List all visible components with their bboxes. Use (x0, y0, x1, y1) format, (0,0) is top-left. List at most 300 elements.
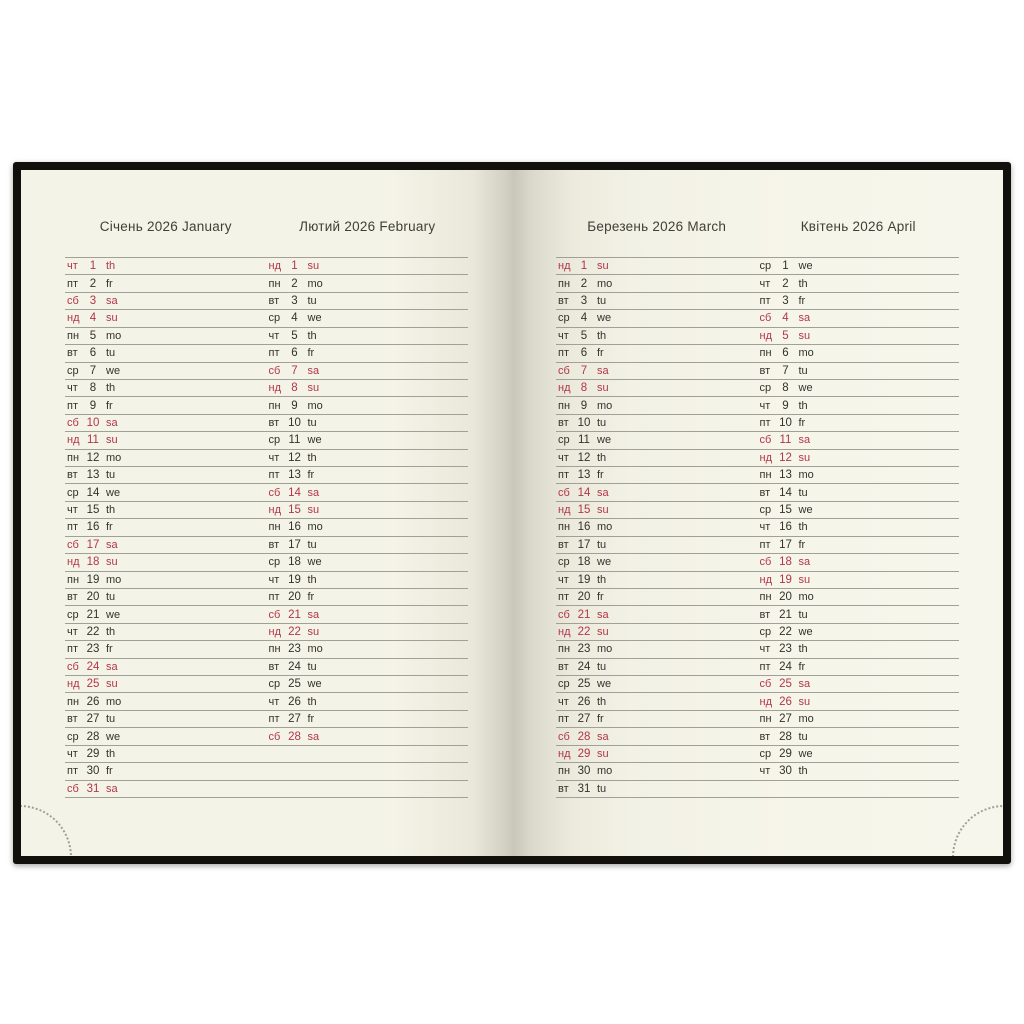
day-abbr-uk: вт (67, 591, 78, 604)
day-abbr-uk: пт (67, 521, 78, 534)
day-number: 8 (580, 382, 588, 395)
day-entry (267, 450, 469, 466)
day-abbr-en: we (597, 434, 612, 447)
day-abbr-uk: вт (558, 538, 569, 551)
day-entry (556, 746, 758, 762)
day-abbr-uk: вт (67, 469, 78, 482)
day-number: 3 (782, 295, 789, 308)
day-abbr-en: fr (106, 521, 113, 534)
day-entry (758, 484, 960, 500)
calendar-row (556, 605, 959, 622)
day-number: 7 (89, 364, 97, 377)
day-abbr-en: tu (307, 660, 317, 673)
day-entry (556, 258, 758, 274)
day-entry (758, 397, 960, 413)
day-abbr-en: mo (798, 347, 814, 360)
day-abbr-en: we (307, 556, 322, 569)
day-abbr-uk: нд (268, 626, 281, 638)
day-abbr-en: su (597, 626, 609, 638)
day-abbr-uk: пн (558, 643, 571, 656)
day-number: 28 (779, 730, 792, 743)
day-abbr-uk: пн (268, 399, 281, 412)
day-entry (267, 641, 469, 657)
day-abbr-uk: пн (67, 695, 80, 708)
day-abbr-en: th (106, 626, 116, 638)
day-entry (267, 519, 469, 535)
day-abbr-en: sa (597, 486, 609, 499)
day-abbr-uk: пт (759, 416, 771, 429)
calendar-row (65, 414, 468, 431)
day-entry (758, 502, 960, 518)
day-number: 15 (779, 504, 792, 517)
day-abbr-uk: чт (268, 695, 280, 708)
day-abbr-en: mo (798, 591, 814, 604)
day-abbr-en: su (307, 382, 320, 395)
calendar-row (556, 658, 959, 675)
day-abbr-en: th (106, 260, 116, 273)
day-abbr-uk: чт (759, 765, 771, 778)
day-number: 31 (577, 782, 591, 795)
day-number: 7 (291, 364, 298, 377)
day-abbr-uk: сб (268, 730, 281, 743)
day-number: 21 (577, 608, 591, 621)
day-entry (556, 397, 758, 413)
day-abbr-en: we (307, 434, 322, 447)
day-abbr-en: sa (307, 730, 320, 743)
day-entry (556, 484, 758, 500)
day-abbr-en: fr (597, 591, 604, 604)
day-entry (267, 537, 469, 553)
day-abbr-uk: сб (759, 434, 772, 447)
day-abbr-uk: вт (268, 416, 280, 429)
day-number: 21 (86, 608, 100, 621)
day-number: 8 (291, 382, 298, 395)
day-number: 13 (779, 469, 792, 482)
calendar-row (65, 327, 468, 344)
day-abbr-uk: сб (558, 608, 570, 621)
day-number: 26 (577, 695, 591, 708)
day-abbr-en: fr (798, 660, 806, 673)
calendar-row (556, 553, 959, 570)
day-abbr-en: sa (307, 608, 320, 621)
day-abbr-uk: пн (268, 521, 281, 534)
day-abbr-uk: чт (558, 695, 569, 708)
day-abbr-uk: пт (759, 660, 771, 673)
day-number: 5 (291, 329, 298, 342)
day-number: 14 (86, 486, 100, 499)
calendar-row (556, 710, 959, 727)
day-abbr-uk: пн (558, 765, 571, 778)
calendar-row (65, 605, 468, 622)
day-number: 2 (782, 277, 789, 290)
day-number: 4 (580, 312, 588, 325)
day-abbr-uk: пт (759, 295, 771, 308)
calendar-row (556, 501, 959, 518)
day-number: 27 (577, 713, 591, 726)
day-abbr-uk: сб (759, 556, 772, 569)
calendar-row (65, 745, 468, 762)
day-abbr-en: su (597, 747, 609, 760)
day-number: 10 (86, 416, 100, 429)
day-abbr-uk: вт (268, 295, 280, 308)
day-entry (65, 763, 267, 779)
day-number: 4 (782, 312, 789, 325)
day-entry (556, 467, 758, 483)
day-entry (556, 763, 758, 779)
day-number: 21 (779, 608, 792, 621)
day-entry (556, 450, 758, 466)
day-number: 23 (288, 643, 301, 656)
day-abbr-uk: ср (558, 556, 570, 569)
day-number: 14 (577, 486, 591, 499)
day-abbr-en: sa (798, 434, 811, 447)
day-abbr-uk: чт (67, 504, 78, 517)
day-number: 5 (580, 329, 588, 342)
day-abbr-en: we (798, 626, 813, 638)
day-abbr-uk: чт (67, 626, 78, 638)
day-abbr-en: th (106, 747, 116, 760)
day-entry (556, 606, 758, 622)
calendar-row (65, 344, 468, 361)
day-abbr-en: su (798, 573, 811, 586)
day-abbr-uk: нд (268, 504, 281, 517)
day-abbr-uk: чт (558, 451, 569, 464)
day-abbr-en: we (597, 312, 612, 325)
day-abbr-uk: сб (759, 678, 772, 691)
day-abbr-uk: ср (67, 364, 79, 377)
day-number: 13 (86, 469, 100, 482)
page-right (512, 170, 1003, 856)
day-number: 10 (577, 416, 591, 429)
day-number: 2 (89, 277, 97, 290)
empty-cell (267, 781, 469, 797)
calendar-row (65, 710, 468, 727)
day-abbr-uk: пн (759, 347, 772, 360)
day-entry (65, 415, 267, 431)
day-abbr-uk: нд (759, 329, 772, 342)
day-entry (758, 275, 960, 291)
day-entry (267, 572, 469, 588)
day-abbr-uk: пн (759, 469, 772, 482)
day-abbr-uk: пт (268, 713, 280, 726)
day-abbr-en: th (798, 643, 808, 656)
day-abbr-en: sa (307, 364, 320, 377)
day-entry (65, 310, 267, 326)
day-number: 18 (577, 556, 591, 569)
day-entry (267, 502, 469, 518)
day-abbr-uk: сб (67, 660, 79, 673)
day-number: 17 (86, 538, 100, 551)
calendar-row (556, 675, 959, 692)
day-number: 20 (86, 591, 100, 604)
day-abbr-en: th (106, 382, 116, 395)
day-abbr-en: we (798, 747, 813, 760)
day-abbr-en: sa (798, 312, 811, 325)
day-abbr-en: tu (106, 469, 116, 482)
calendar-row (556, 762, 959, 779)
month-headers-left (65, 219, 468, 235)
day-entry (758, 258, 960, 274)
day-abbr-uk: пт (268, 347, 280, 360)
day-entry (267, 363, 469, 379)
calendar-row (556, 344, 959, 361)
day-number: 6 (89, 347, 97, 360)
day-number: 22 (779, 626, 792, 638)
day-entry (65, 711, 267, 727)
day-number: 1 (89, 260, 97, 273)
day-abbr-uk: сб (67, 295, 79, 308)
day-abbr-en: th (798, 521, 808, 534)
day-abbr-uk: вт (558, 782, 569, 795)
day-entry (556, 624, 758, 640)
day-number: 19 (288, 573, 301, 586)
day-abbr-en: sa (106, 295, 118, 308)
day-entry (65, 624, 267, 640)
day-number: 17 (288, 538, 301, 551)
day-number: 15 (577, 504, 591, 517)
day-entry (758, 554, 960, 570)
day-abbr-en: mo (798, 469, 814, 482)
day-number: 9 (580, 399, 588, 412)
day-number: 25 (86, 678, 100, 691)
day-number: 25 (779, 678, 792, 691)
day-number: 12 (288, 451, 301, 464)
day-number: 12 (779, 451, 792, 464)
day-number: 28 (577, 730, 591, 743)
day-abbr-uk: пн (268, 643, 281, 656)
day-abbr-uk: пн (558, 399, 571, 412)
month-header-january: Січень 2026 January (99, 219, 232, 234)
day-number: 17 (577, 538, 591, 551)
day-number: 19 (86, 573, 100, 586)
calendar-row (65, 553, 468, 570)
day-entry (556, 693, 758, 709)
day-abbr-en: su (106, 434, 118, 447)
empty-cell (267, 763, 469, 779)
day-abbr-en: th (597, 451, 607, 464)
day-abbr-en: we (798, 382, 813, 395)
day-number: 5 (89, 329, 97, 342)
day-entry (556, 554, 758, 570)
day-entry (65, 450, 267, 466)
calendar-row (556, 640, 959, 657)
day-entry (65, 659, 267, 675)
day-number: 20 (779, 591, 792, 604)
day-number: 27 (288, 713, 301, 726)
day-abbr-uk: пн (759, 713, 772, 726)
day-number: 19 (577, 573, 591, 586)
calendar-row (556, 449, 959, 466)
corner-perforation-arc (21, 805, 72, 856)
day-abbr-uk: нд (67, 312, 80, 325)
day-abbr-en: th (597, 329, 607, 342)
day-number: 16 (288, 521, 301, 534)
day-abbr-uk: чт (759, 277, 771, 290)
day-entry (556, 676, 758, 692)
day-number: 14 (288, 486, 301, 499)
day-entry (267, 589, 469, 605)
day-abbr-en: sa (106, 416, 118, 429)
day-abbr-en: fr (798, 416, 806, 429)
page-spread (21, 170, 1003, 856)
day-entry (267, 310, 469, 326)
day-entry (267, 711, 469, 727)
calendar-row (65, 640, 468, 657)
day-abbr-en: sa (106, 660, 118, 673)
day-abbr-en: su (307, 504, 320, 517)
day-entry (758, 606, 960, 622)
day-abbr-en: tu (106, 713, 116, 726)
day-abbr-en: mo (597, 521, 613, 534)
day-abbr-uk: вт (759, 486, 771, 499)
day-number: 18 (779, 556, 792, 569)
day-number: 22 (86, 626, 100, 638)
day-entry (758, 519, 960, 535)
day-abbr-uk: пт (558, 469, 569, 482)
day-abbr-en: su (597, 504, 609, 517)
empty-cell (758, 781, 960, 797)
day-entry (267, 397, 469, 413)
calendar-row (556, 745, 959, 762)
month-header-march: Березень 2026 March (587, 219, 727, 234)
calendar-row (556, 379, 959, 396)
day-abbr-uk: ср (268, 556, 281, 569)
day-number: 12 (577, 451, 591, 464)
day-number: 27 (86, 713, 100, 726)
calendar-row (556, 483, 959, 500)
day-abbr-uk: пт (558, 591, 569, 604)
day-abbr-uk: нд (759, 695, 772, 708)
day-abbr-uk: пт (558, 713, 569, 726)
day-number: 6 (782, 347, 789, 360)
day-number: 1 (291, 260, 298, 273)
day-abbr-en: th (307, 451, 317, 464)
calendar-row (65, 588, 468, 605)
day-entry (267, 345, 469, 361)
day-abbr-en: fr (106, 277, 113, 290)
day-number: 24 (288, 660, 301, 673)
calendar-row (556, 727, 959, 744)
day-abbr-uk: нд (67, 556, 80, 569)
day-entry (758, 763, 960, 779)
day-abbr-en: sa (106, 782, 118, 795)
day-entry (65, 258, 267, 274)
day-abbr-en: tu (307, 538, 317, 551)
day-abbr-en: fr (597, 469, 604, 482)
day-entry (758, 310, 960, 326)
planner-book (13, 162, 1011, 864)
day-abbr-en: mo (106, 695, 122, 708)
day-entry (556, 711, 758, 727)
calendar-row (556, 571, 959, 588)
day-abbr-en: mo (106, 329, 122, 342)
day-entry (65, 728, 267, 744)
day-abbr-uk: сб (558, 364, 570, 377)
day-abbr-en: fr (597, 713, 604, 726)
day-abbr-uk: вт (67, 713, 78, 726)
day-number: 23 (779, 643, 792, 656)
day-number: 29 (86, 747, 100, 760)
day-number: 18 (288, 556, 301, 569)
day-abbr-en: mo (106, 573, 122, 586)
day-abbr-uk: нд (558, 382, 571, 395)
day-entry (267, 693, 469, 709)
day-abbr-en: we (106, 608, 121, 621)
day-abbr-uk: чт (759, 521, 771, 534)
day-abbr-en: su (307, 260, 320, 273)
day-abbr-en: su (106, 312, 118, 325)
calendar-row (65, 292, 468, 309)
calendar-row (556, 396, 959, 413)
day-abbr-uk: вт (759, 730, 771, 743)
day-entry (556, 380, 758, 396)
day-abbr-uk: пт (759, 538, 771, 551)
day-abbr-uk: нд (759, 451, 772, 464)
day-number: 23 (86, 643, 100, 656)
day-abbr-en: sa (597, 730, 609, 743)
day-entry (556, 589, 758, 605)
day-number: 24 (86, 660, 100, 673)
day-entry (758, 415, 960, 431)
day-entry (556, 363, 758, 379)
day-entry (65, 641, 267, 657)
day-entry (267, 275, 469, 291)
day-number: 26 (86, 695, 100, 708)
day-abbr-en: tu (106, 591, 116, 604)
day-abbr-en: fr (798, 538, 806, 551)
day-number: 13 (577, 469, 591, 482)
day-abbr-en: su (597, 382, 609, 395)
day-entry (267, 467, 469, 483)
day-entry (65, 502, 267, 518)
day-entry (267, 432, 469, 448)
day-entry (758, 746, 960, 762)
day-abbr-uk: пт (67, 765, 78, 778)
day-abbr-uk: сб (558, 486, 570, 499)
day-abbr-uk: пт (67, 643, 78, 656)
day-number: 16 (577, 521, 591, 534)
calendar-row (556, 780, 959, 797)
day-entry (556, 519, 758, 535)
day-abbr-uk: ср (268, 312, 281, 325)
day-entry (758, 572, 960, 588)
day-abbr-en: th (106, 504, 116, 517)
day-abbr-en: tu (597, 782, 607, 795)
day-abbr-en: sa (106, 538, 118, 551)
day-entry (65, 781, 267, 797)
day-number: 20 (577, 591, 591, 604)
day-abbr-en: mo (106, 451, 122, 464)
day-abbr-en: th (798, 399, 808, 412)
day-number: 9 (89, 399, 97, 412)
day-abbr-en: th (798, 277, 808, 290)
day-abbr-uk: сб (268, 364, 281, 377)
day-abbr-en: sa (597, 364, 609, 377)
day-abbr-uk: чт (67, 747, 78, 760)
calendar-row (65, 362, 468, 379)
day-entry (267, 380, 469, 396)
day-abbr-uk: сб (67, 538, 79, 551)
calendar-row (65, 780, 468, 797)
day-entry (65, 293, 267, 309)
day-number: 24 (577, 660, 591, 673)
day-number: 6 (291, 347, 298, 360)
day-abbr-en: mo (597, 399, 613, 412)
day-entry (65, 589, 267, 605)
day-abbr-en: su (597, 260, 609, 273)
page-left (21, 170, 512, 856)
day-abbr-uk: вт (268, 660, 280, 673)
